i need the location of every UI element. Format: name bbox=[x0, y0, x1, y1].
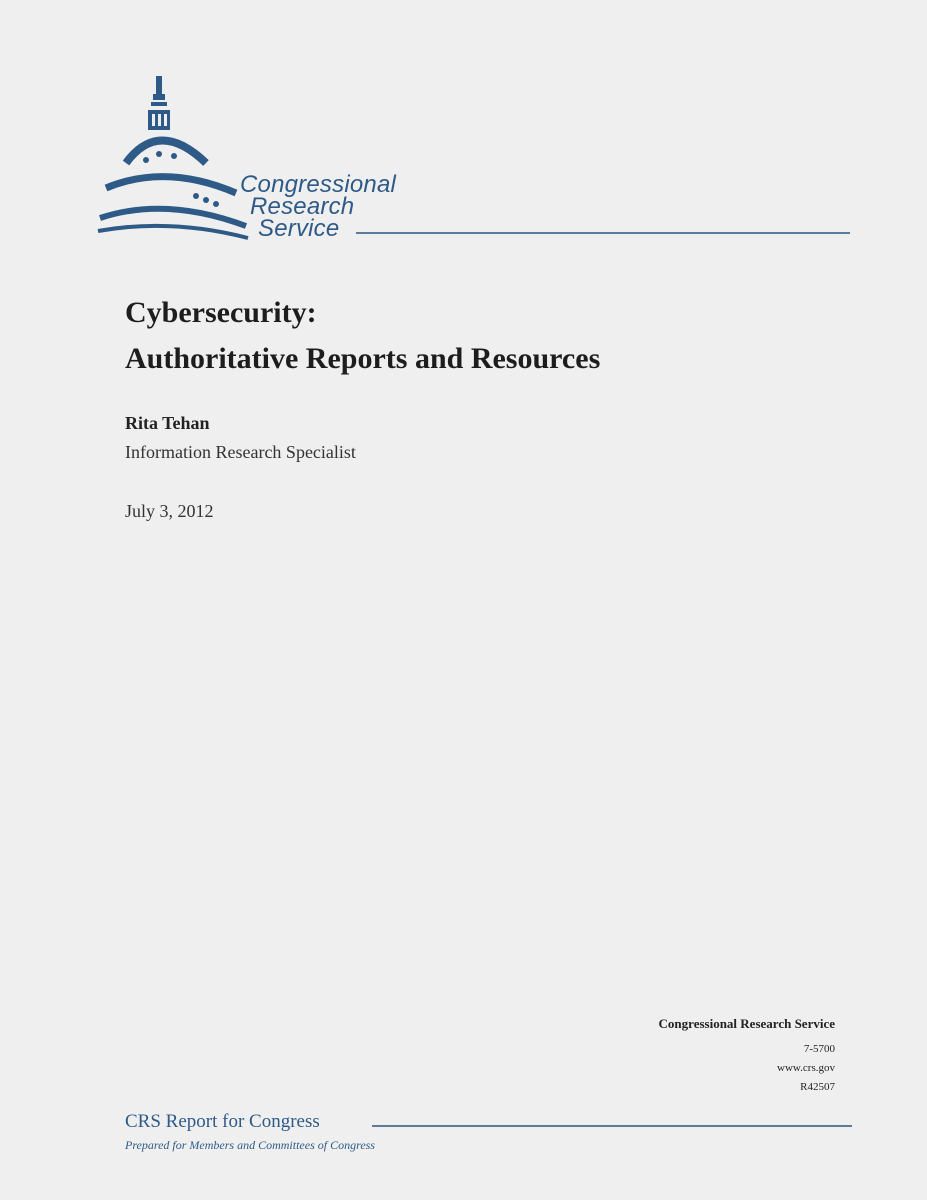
report-banner-subtitle: Prepared for Members and Committees of Congress bbox=[125, 1138, 375, 1152]
footer-org: Congressional Research Service bbox=[658, 1016, 835, 1031]
report-date: July 3, 2012 bbox=[125, 501, 214, 521]
crs-logo-text bbox=[240, 171, 397, 242]
footer-report-number: R42507 bbox=[800, 1081, 835, 1093]
logo-line-3: Service bbox=[258, 215, 340, 242]
title-line-2: Authoritative Reports and Resources bbox=[125, 342, 601, 375]
logo-line-1: Congressional bbox=[240, 171, 397, 198]
footer-info bbox=[659, 1016, 835, 1097]
report-title bbox=[125, 290, 600, 382]
title-line-1: Cybersecurity: bbox=[125, 296, 317, 329]
capitol-dome-icon bbox=[96, 68, 256, 248]
footer-phone: 7-5700 bbox=[803, 1043, 835, 1055]
report-banner-title: CRS Report for Congress bbox=[125, 1111, 320, 1132]
footer-website[interactable]: www.crs.gov bbox=[777, 1062, 835, 1074]
logo-line-2: Research bbox=[250, 193, 355, 220]
author-role: Information Research Specialist bbox=[125, 442, 356, 462]
report-banner-rule bbox=[372, 1125, 852, 1127]
author-name: Rita Tehan bbox=[125, 413, 210, 433]
header-rule bbox=[356, 232, 850, 234]
